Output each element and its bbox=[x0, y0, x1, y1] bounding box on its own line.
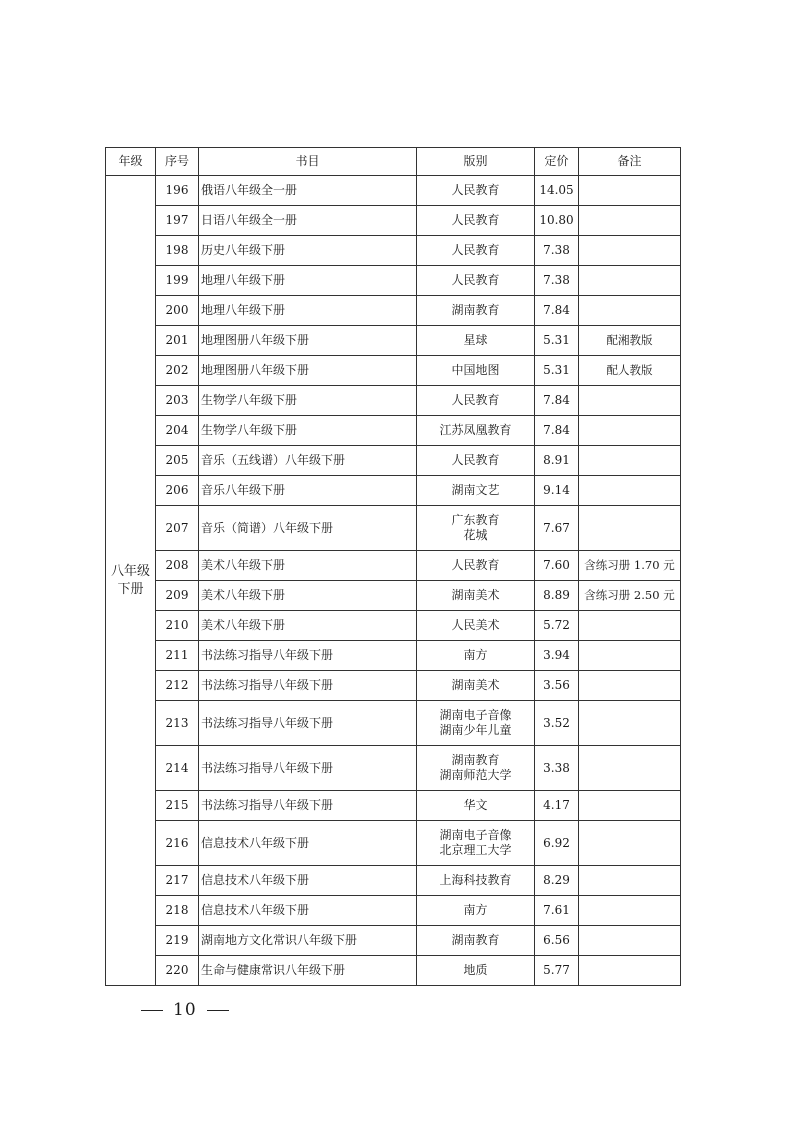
price: 5.31 bbox=[535, 326, 579, 356]
table-row bbox=[106, 866, 681, 896]
edition bbox=[417, 701, 535, 746]
book-title: 信息技术八年级下册 bbox=[199, 821, 417, 866]
header-number: 序号 bbox=[156, 148, 199, 176]
table-row bbox=[106, 551, 681, 581]
note bbox=[579, 746, 681, 791]
price: 8.89 bbox=[535, 581, 579, 611]
table-row bbox=[106, 236, 681, 266]
note bbox=[579, 866, 681, 896]
page-number: 10 bbox=[173, 1000, 197, 1020]
edition: 湖南美术 bbox=[417, 581, 535, 611]
table-row bbox=[106, 416, 681, 446]
book-title: 书法练习指导八年级下册 bbox=[199, 791, 417, 821]
price: 7.38 bbox=[535, 266, 579, 296]
grade-cell: 八年级下册 bbox=[106, 176, 156, 986]
book-title: 地理八年级下册 bbox=[199, 296, 417, 326]
table-row bbox=[106, 896, 681, 926]
page-footer bbox=[131, 1000, 239, 1020]
price: 8.91 bbox=[535, 446, 579, 476]
edition: 人民教育 bbox=[417, 266, 535, 296]
book-title: 书法练习指导八年级下册 bbox=[199, 671, 417, 701]
note bbox=[579, 791, 681, 821]
price: 9.14 bbox=[535, 476, 579, 506]
edition: 湖南美术 bbox=[417, 671, 535, 701]
note bbox=[579, 446, 681, 476]
table-row bbox=[106, 701, 681, 746]
price: 8.29 bbox=[535, 866, 579, 896]
header-title: 书目 bbox=[199, 148, 417, 176]
edition: 人民教育 bbox=[417, 176, 535, 206]
book-title: 美术八年级下册 bbox=[199, 581, 417, 611]
row-number: 213 bbox=[156, 701, 199, 746]
textbook-table bbox=[105, 147, 681, 986]
row-number: 201 bbox=[156, 326, 199, 356]
table-row bbox=[106, 296, 681, 326]
price: 4.17 bbox=[535, 791, 579, 821]
edition-line-1: 湖南电子音像 bbox=[439, 828, 512, 842]
note bbox=[579, 701, 681, 746]
book-title: 生命与健康常识八年级下册 bbox=[199, 956, 417, 986]
edition-line-1: 湖南教育 bbox=[451, 753, 500, 767]
book-title: 信息技术八年级下册 bbox=[199, 866, 417, 896]
book-title: 书法练习指导八年级下册 bbox=[199, 746, 417, 791]
price: 14.05 bbox=[535, 176, 579, 206]
note bbox=[579, 641, 681, 671]
note bbox=[579, 206, 681, 236]
price: 7.38 bbox=[535, 236, 579, 266]
header-edition: 版别 bbox=[417, 148, 535, 176]
note bbox=[579, 236, 681, 266]
edition: 南方 bbox=[417, 641, 535, 671]
row-number: 199 bbox=[156, 266, 199, 296]
table-row bbox=[106, 206, 681, 236]
row-number: 202 bbox=[156, 356, 199, 386]
book-title: 音乐（五线谱）八年级下册 bbox=[199, 446, 417, 476]
price: 7.84 bbox=[535, 296, 579, 326]
price: 7.60 bbox=[535, 551, 579, 581]
edition-line-2: 花城 bbox=[463, 528, 488, 542]
row-number: 206 bbox=[156, 476, 199, 506]
price: 7.67 bbox=[535, 506, 579, 551]
table-row bbox=[106, 791, 681, 821]
table-row bbox=[106, 611, 681, 641]
row-number: 220 bbox=[156, 956, 199, 986]
row-number: 207 bbox=[156, 506, 199, 551]
row-number: 198 bbox=[156, 236, 199, 266]
row-number: 203 bbox=[156, 386, 199, 416]
table-row bbox=[106, 386, 681, 416]
row-number: 212 bbox=[156, 671, 199, 701]
edition-line-1: 广东教育 bbox=[451, 513, 500, 527]
note bbox=[579, 416, 681, 446]
price: 5.77 bbox=[535, 956, 579, 986]
edition bbox=[417, 746, 535, 791]
note bbox=[579, 671, 681, 701]
book-title: 美术八年级下册 bbox=[199, 551, 417, 581]
note: 配人教版 bbox=[579, 356, 681, 386]
table-row bbox=[106, 446, 681, 476]
book-title: 生物学八年级下册 bbox=[199, 416, 417, 446]
header-grade: 年级 bbox=[106, 148, 156, 176]
row-number: 196 bbox=[156, 176, 199, 206]
note bbox=[579, 266, 681, 296]
table-row bbox=[106, 926, 681, 956]
edition: 上海科技教育 bbox=[417, 866, 535, 896]
table-body bbox=[106, 176, 681, 986]
note bbox=[579, 896, 681, 926]
table-row bbox=[106, 641, 681, 671]
table-row bbox=[106, 581, 681, 611]
row-number: 215 bbox=[156, 791, 199, 821]
edition-line-2: 北京理工大学 bbox=[439, 843, 512, 857]
edition bbox=[417, 821, 535, 866]
header-price: 定价 bbox=[535, 148, 579, 176]
edition: 地质 bbox=[417, 956, 535, 986]
row-number: 218 bbox=[156, 896, 199, 926]
table-row bbox=[106, 266, 681, 296]
book-title: 湖南地方文化常识八年级下册 bbox=[199, 926, 417, 956]
table-row bbox=[106, 176, 681, 206]
note bbox=[579, 386, 681, 416]
note: 含练习册 2.50 元 bbox=[579, 581, 681, 611]
note bbox=[579, 176, 681, 206]
table-row bbox=[106, 671, 681, 701]
price: 5.72 bbox=[535, 611, 579, 641]
row-number: 211 bbox=[156, 641, 199, 671]
row-number: 208 bbox=[156, 551, 199, 581]
price: 3.52 bbox=[535, 701, 579, 746]
price: 7.61 bbox=[535, 896, 579, 926]
edition: 南方 bbox=[417, 896, 535, 926]
book-title: 地理图册八年级下册 bbox=[199, 326, 417, 356]
note bbox=[579, 476, 681, 506]
edition-line-2: 湖南少年儿童 bbox=[439, 723, 512, 737]
edition: 人民教育 bbox=[417, 206, 535, 236]
table-row bbox=[106, 746, 681, 791]
footer-dash-left bbox=[141, 1010, 163, 1011]
price: 3.56 bbox=[535, 671, 579, 701]
edition: 中国地图 bbox=[417, 356, 535, 386]
row-number: 210 bbox=[156, 611, 199, 641]
table-row bbox=[106, 326, 681, 356]
book-title: 地理八年级下册 bbox=[199, 266, 417, 296]
price: 6.56 bbox=[535, 926, 579, 956]
price: 7.84 bbox=[535, 386, 579, 416]
edition-line-2: 湖南师范大学 bbox=[439, 768, 512, 782]
row-number: 197 bbox=[156, 206, 199, 236]
table-row bbox=[106, 476, 681, 506]
price: 6.92 bbox=[535, 821, 579, 866]
edition-line-1: 湖南电子音像 bbox=[439, 708, 512, 722]
edition: 人民教育 bbox=[417, 386, 535, 416]
header-note: 备注 bbox=[579, 148, 681, 176]
book-title: 书法练习指导八年级下册 bbox=[199, 641, 417, 671]
book-title: 音乐八年级下册 bbox=[199, 476, 417, 506]
table-row bbox=[106, 956, 681, 986]
row-number: 204 bbox=[156, 416, 199, 446]
note bbox=[579, 506, 681, 551]
note bbox=[579, 956, 681, 986]
book-title: 日语八年级全一册 bbox=[199, 206, 417, 236]
row-number: 214 bbox=[156, 746, 199, 791]
row-number: 216 bbox=[156, 821, 199, 866]
note bbox=[579, 611, 681, 641]
edition: 人民教育 bbox=[417, 236, 535, 266]
note bbox=[579, 296, 681, 326]
note bbox=[579, 821, 681, 866]
price: 3.38 bbox=[535, 746, 579, 791]
edition: 湖南文艺 bbox=[417, 476, 535, 506]
price: 3.94 bbox=[535, 641, 579, 671]
book-title: 地理图册八年级下册 bbox=[199, 356, 417, 386]
note: 含练习册 1.70 元 bbox=[579, 551, 681, 581]
row-number: 217 bbox=[156, 866, 199, 896]
row-number: 205 bbox=[156, 446, 199, 476]
table-row bbox=[106, 506, 681, 551]
price: 10.80 bbox=[535, 206, 579, 236]
book-title: 书法练习指导八年级下册 bbox=[199, 701, 417, 746]
edition: 人民教育 bbox=[417, 446, 535, 476]
edition: 湖南教育 bbox=[417, 926, 535, 956]
edition: 华文 bbox=[417, 791, 535, 821]
row-number: 209 bbox=[156, 581, 199, 611]
table-header-row bbox=[106, 148, 681, 176]
book-title: 俄语八年级全一册 bbox=[199, 176, 417, 206]
book-title: 美术八年级下册 bbox=[199, 611, 417, 641]
book-title: 历史八年级下册 bbox=[199, 236, 417, 266]
price: 5.31 bbox=[535, 356, 579, 386]
note: 配湘教版 bbox=[579, 326, 681, 356]
edition: 人民美术 bbox=[417, 611, 535, 641]
row-number: 219 bbox=[156, 926, 199, 956]
edition bbox=[417, 506, 535, 551]
footer-dash-right bbox=[207, 1010, 229, 1011]
edition: 星球 bbox=[417, 326, 535, 356]
book-title: 生物学八年级下册 bbox=[199, 386, 417, 416]
edition: 人民教育 bbox=[417, 551, 535, 581]
row-number: 200 bbox=[156, 296, 199, 326]
book-title: 信息技术八年级下册 bbox=[199, 896, 417, 926]
table-row bbox=[106, 821, 681, 866]
table-row bbox=[106, 356, 681, 386]
note bbox=[579, 926, 681, 956]
book-title: 音乐（简谱）八年级下册 bbox=[199, 506, 417, 551]
edition: 湖南教育 bbox=[417, 296, 535, 326]
price: 7.84 bbox=[535, 416, 579, 446]
edition: 江苏凤凰教育 bbox=[417, 416, 535, 446]
